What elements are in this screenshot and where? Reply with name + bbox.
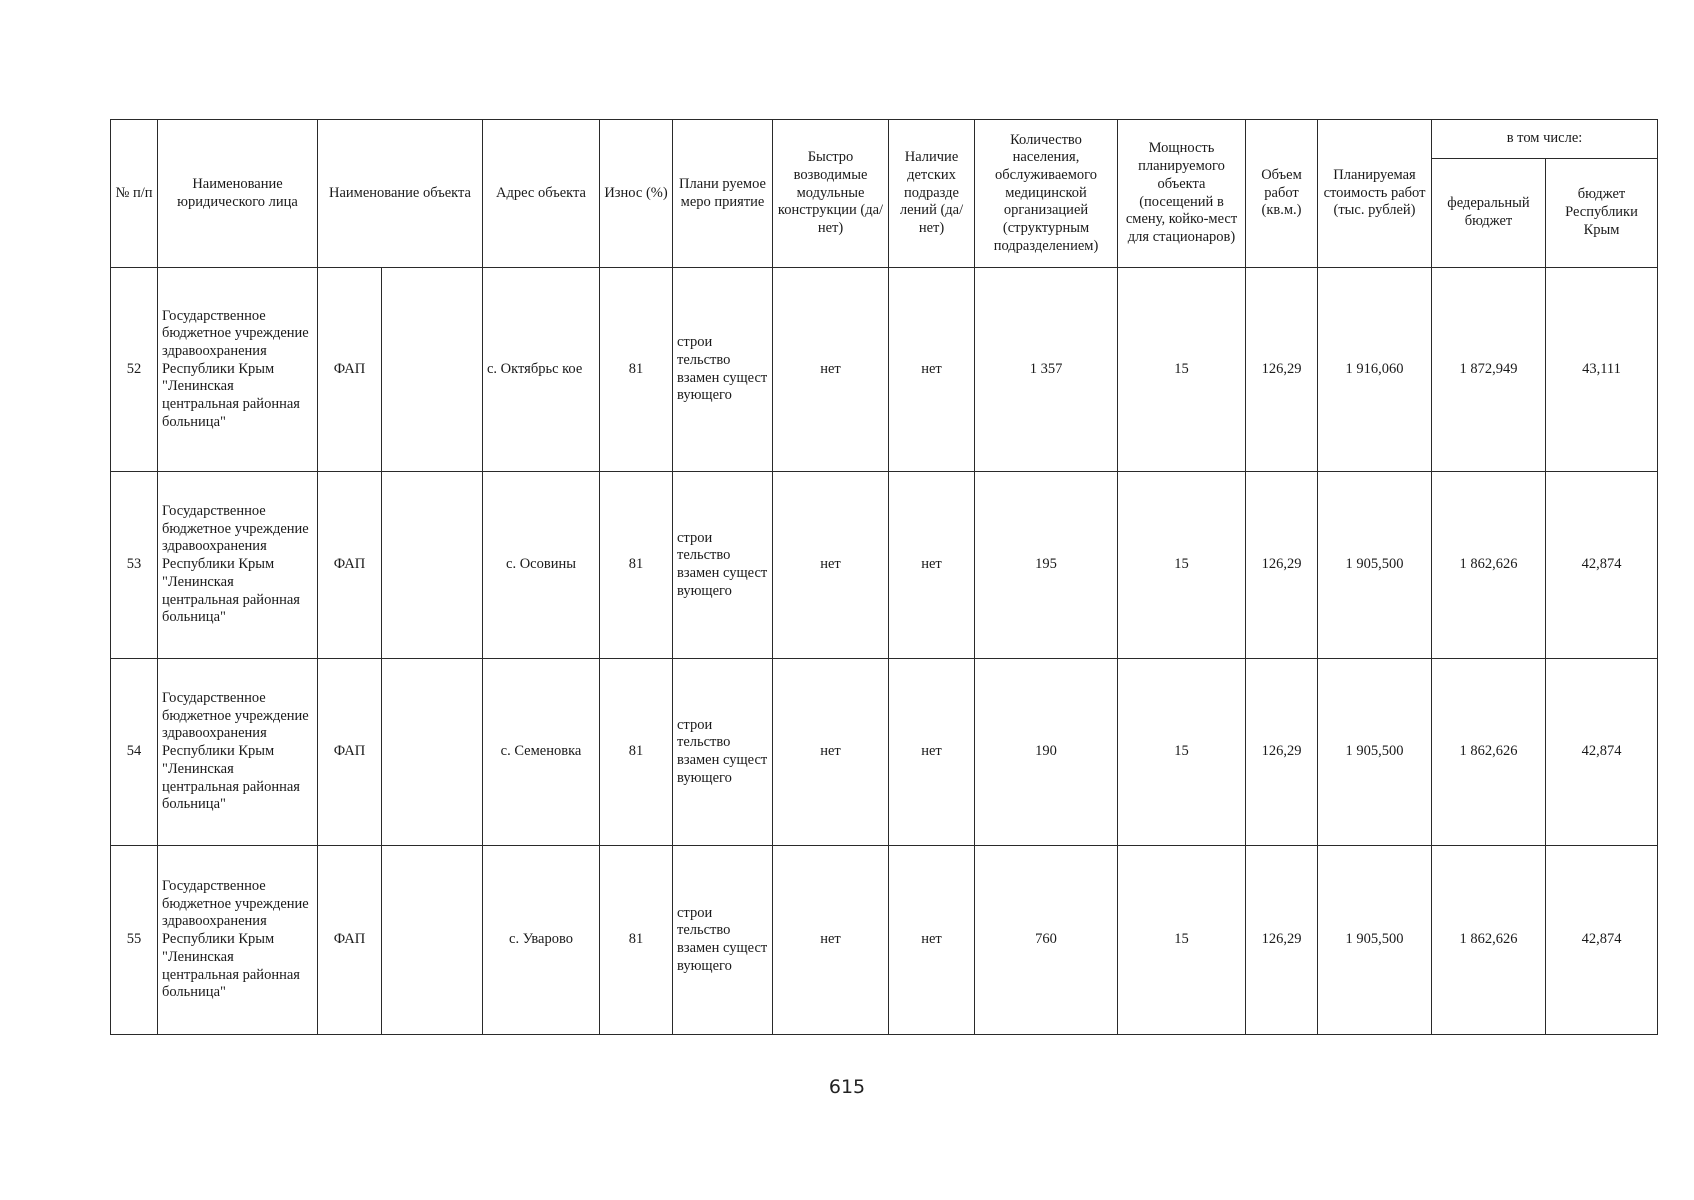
cell-regional: 42,874 [1546,846,1658,1035]
cell-cost: 1 905,500 [1318,846,1432,1035]
cell-capacity: 15 [1118,846,1246,1035]
header-planned-event: Плани руемое меро приятие [673,120,773,268]
cell-address: с. Уварово [483,846,600,1035]
header-object-address: Адрес объекта [483,120,600,268]
cell-object-type: ФАП [318,472,382,659]
header-object-name: Наименование объекта [318,120,483,268]
header-planned-cost: Планируемая стоимость работ (тыс. рублей) [1318,120,1432,268]
cell-federal: 1 872,949 [1432,268,1546,472]
cell-wear: 81 [600,268,673,472]
cell-population: 190 [975,659,1118,846]
cell-num: 55 [111,846,158,1035]
cell-object-type: ФАП [318,846,382,1035]
cell-wear: 81 [600,659,673,846]
cell-federal: 1 862,626 [1432,846,1546,1035]
cell-event: строи тельство взамен сущест вующего [673,846,773,1035]
cell-object-name-extra [382,268,483,472]
cell-legal-entity: Государственное бюджетное учреждение здравоохранения Республики Крым "Ленинская центральная районная больница" [158,472,318,659]
header-capacity: Мощность планируемого объекта (посещений в смену, койко-мест для стационаров) [1118,120,1246,268]
table-row [111,472,1658,659]
cell-object-type: ФАП [318,659,382,846]
cell-object-name-extra [382,659,483,846]
cell-modular: нет [773,472,889,659]
cell-population: 195 [975,472,1118,659]
cell-population: 760 [975,846,1118,1035]
cell-federal: 1 862,626 [1432,659,1546,846]
cell-object-name-extra [382,846,483,1035]
table-body [111,268,1658,1035]
header-including: в том числе: [1432,120,1658,159]
cell-cost: 1 916,060 [1318,268,1432,472]
cell-object-type: ФАП [318,268,382,472]
cell-modular: нет [773,846,889,1035]
cell-volume: 126,29 [1246,472,1318,659]
cell-volume: 126,29 [1246,846,1318,1035]
header-volume: Объем работ (кв.м.) [1246,120,1318,268]
cell-event: строи тельство взамен сущест вующего [673,472,773,659]
cell-children: нет [889,472,975,659]
cell-volume: 126,29 [1246,659,1318,846]
cell-children: нет [889,268,975,472]
cell-children: нет [889,846,975,1035]
table-row [111,846,1658,1035]
cell-address: с. Осовины [483,472,600,659]
header-children-units: Наличие детских подразде лений (да/нет) [889,120,975,268]
header-modular: Быстро возводимые модульные конструкции (да/нет) [773,120,889,268]
cell-wear: 81 [600,472,673,659]
cell-object-name-extra [382,472,483,659]
header-regional: бюджет Республики Крым [1546,159,1658,268]
header-num: № п/п [111,120,158,268]
cell-capacity: 15 [1118,659,1246,846]
page-number: 615 [828,1076,866,1098]
cell-children: нет [889,659,975,846]
cell-capacity: 15 [1118,268,1246,472]
cell-num: 54 [111,659,158,846]
cell-regional: 42,874 [1546,472,1658,659]
cell-population: 1 357 [975,268,1118,472]
facility-table [110,119,1658,1035]
cell-modular: нет [773,659,889,846]
header-legal-entity: Наименование юридического лица [158,120,318,268]
header-wear: Износ (%) [600,120,673,268]
header-federal: федеральный бюджет [1432,159,1546,268]
cell-num: 52 [111,268,158,472]
cell-address: с. Октябрьс кое [483,268,600,472]
cell-modular: нет [773,268,889,472]
cell-wear: 81 [600,846,673,1035]
cell-address: с. Семеновка [483,659,600,846]
header-population: Количество населения, обслуживаемого медицинской организацией (структурным подразделением) [975,120,1118,268]
cell-cost: 1 905,500 [1318,472,1432,659]
cell-federal: 1 862,626 [1432,472,1546,659]
table-header [111,120,1658,268]
cell-event: строи тельство взамен сущест вующего [673,268,773,472]
table-row [111,659,1658,846]
cell-regional: 42,874 [1546,659,1658,846]
cell-legal-entity: Государственное бюджетное учреждение здравоохранения Республики Крым "Ленинская центральная районная больница" [158,846,318,1035]
table-row [111,268,1658,472]
cell-capacity: 15 [1118,472,1246,659]
cell-event: строи тельство взамен сущест вующего [673,659,773,846]
cell-legal-entity: Государственное бюджетное учреждение здравоохранения Республики Крым "Ленинская центральная районная больница" [158,659,318,846]
cell-volume: 126,29 [1246,268,1318,472]
cell-legal-entity: Государственное бюджетное учреждение здравоохранения Республики Крым "Ленинская центральная районная больница" [158,268,318,472]
cell-cost: 1 905,500 [1318,659,1432,846]
cell-regional: 43,111 [1546,268,1658,472]
cell-num: 53 [111,472,158,659]
